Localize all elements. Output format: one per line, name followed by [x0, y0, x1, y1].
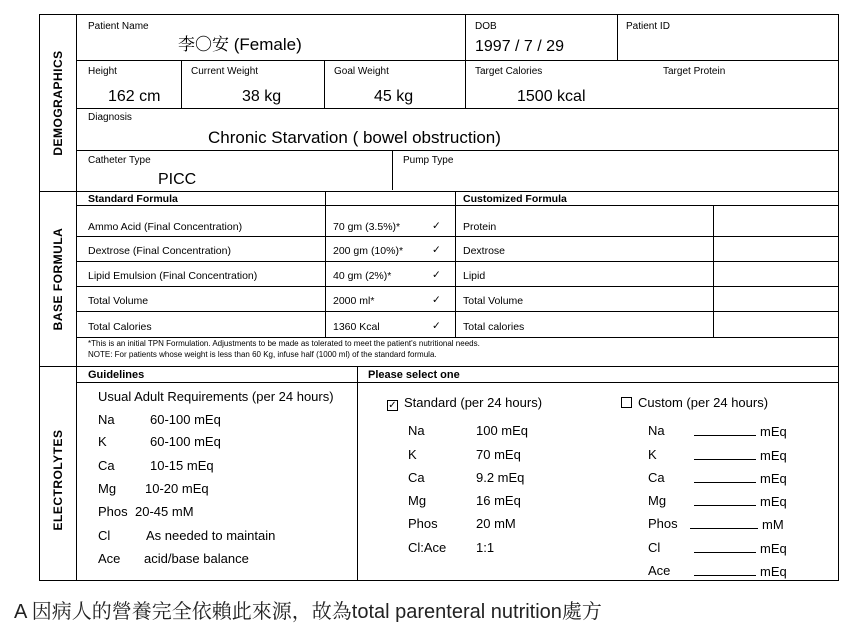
target-calories-value: 1500 kcal — [517, 88, 586, 105]
patient-name-value: 李〇安 (Female) — [178, 35, 302, 54]
standard-electrolyte-value: 100 mEq — [476, 423, 529, 438]
usual-requirements-title: Usual Adult Requirements (per 24 hours) — [98, 389, 334, 404]
footer-note: A 因病人的營養完全依賴此來源，故為total parenteral nutrition處方 — [14, 601, 602, 623]
standard-electrolyte-name: Ca — [408, 470, 425, 485]
custom-row-label: Dextrose — [463, 245, 506, 257]
guideline-name: K — [98, 434, 107, 449]
check-mark: ✓ — [432, 244, 441, 256]
custom-row-label: Total Volume — [463, 295, 524, 307]
guideline-name: Mg — [98, 481, 117, 496]
guideline-name: Na — [98, 412, 115, 427]
formula-note: *This is an initial TPN Formulation. Adjustments to be made as tolerated to meet the patient's nutritional needs. — [88, 339, 480, 348]
formula-row-label: Dextrose (Final Concentration) — [88, 245, 231, 257]
tpn-order-form: DEMOGRAPHICS BASE FORMULA ELECTROLYTES Patient Name 李〇安 (Female) DOB 1997 / 7 / 29 Patient ID Height 162 cm Current Weight 38 kg Goal Weight 45 kg Target Calories 1500 kcal Target Protein Diagnosis Chronic Starvation ( bowel obstruction) Catheter Type PICC Pump Type Standard Formula Customized Formula Ammo Acid (Final Concentration) 70 gm (3.5%)* ✓ Protein Dextrose (Final Concentration) 200 gm (10%)* ✓ Dextrose Lipid Emulsion (Final Concentration) 40 gm (2%)* ✓ Lipid Total Volume 2000 ml* ✓ Total Volume Total Calories 1360 Kcal ✓ Total calories *This is an initial TPN Formulation. Adjustments to be made as tolerated to meet the patient's nutritional needs. NOTE: For patients whose weight is less than 60 Kg, infuse half (1000 ml) of the standard formula. Guidelines Please select one Usual Adult Requirements (per 24 hours) Na 60-100 mEq K 60-100 mEq Ca 10-15 mEq Mg 10-20 mEq Phos 20-45 mM Cl As needed to maintain Ace acid/base balance ✓ Standard (per 24 hours) Na 100 mEq K 70 mEq Ca 9.2 mEq Mg 16 mEq Phos 20 mM Cl:Ace 1:1 Custom (per 24 hours) Na mEq K mEq Ca mEq Mg mEq Phos mM Cl mEq Ace mEq — [39, 14, 839, 581]
custom-electrolyte-field[interactable] — [692, 540, 787, 557]
custom-electrolyte-field[interactable] — [688, 516, 784, 533]
check-mark: ✓ — [432, 320, 441, 332]
custom-row-label: Lipid — [463, 270, 486, 282]
grid-line — [465, 60, 466, 108]
standard-electrolyte-value: 9.2 mEq — [476, 470, 525, 485]
standard-formula-header: Standard Formula — [88, 193, 178, 205]
formula-row-value: 70 gm (3.5%)* — [333, 221, 401, 233]
patient-name-label: Patient Name — [88, 21, 149, 32]
standard-electrolyte-value: 16 mEq — [476, 493, 521, 508]
select-one-header: Please select one — [368, 369, 460, 381]
grid-line — [76, 286, 838, 287]
guidelines-header: Guidelines — [88, 369, 145, 381]
target-protein-label: Target Protein — [663, 66, 726, 77]
standard-electrolyte-name: Phos — [408, 516, 438, 531]
custom-electrolyte-field[interactable] — [692, 470, 787, 487]
custom-electrolyte-field[interactable] — [692, 447, 787, 464]
formula-row-label: Total Volume — [88, 295, 149, 307]
catheter-type-label: Catheter Type — [88, 155, 151, 166]
customized-formula-header: Customized Formula — [463, 193, 567, 205]
grid-line — [76, 311, 838, 312]
grid-line — [617, 15, 618, 60]
standard-electrolyte-name: K — [408, 447, 417, 462]
guideline-name: Ace — [98, 551, 121, 566]
custom-electrolyte-field[interactable] — [692, 423, 787, 440]
current-weight-value: 38 kg — [242, 88, 282, 105]
standard-electrolyte-name: Mg — [408, 493, 427, 508]
grid-line — [76, 337, 838, 338]
formula-note: NOTE: For patients whose weight is less than 60 Kg, infuse half (1000 ml) of the standard formula. — [88, 350, 437, 359]
height-value: 162 cm — [108, 88, 161, 105]
standard-electrolyte-value: 1:1 — [476, 540, 495, 555]
pump-type-label: Pump Type — [403, 155, 454, 166]
custom-electrolyte-name: Na — [648, 423, 665, 438]
custom-electrolyte-unit: mEq — [760, 424, 787, 439]
custom-option-label: Custom (per 24 hours) — [638, 395, 769, 410]
grid-line — [455, 191, 456, 338]
custom-option[interactable] — [621, 395, 768, 411]
diagnosis-value: Chronic Starvation ( bowel obstruction) — [208, 128, 501, 147]
standard-option-label: Standard (per 24 hours) — [404, 395, 543, 410]
formula-row-value: 200 gm (10%)* — [333, 245, 404, 257]
custom-row-label: Protein — [463, 221, 497, 233]
guideline-value: 10-20 mEq — [145, 481, 209, 496]
guideline-value: 20-45 mM — [135, 504, 194, 519]
grid-line — [465, 15, 466, 60]
formula-row-label: Lipid Emulsion (Final Concentration) — [88, 270, 258, 282]
custom-electrolyte-name: Phos — [648, 516, 678, 531]
goal-weight-value: 45 kg — [374, 88, 414, 105]
custom-electrolyte-name: K — [648, 447, 657, 462]
custom-electrolyte-name: Ace — [648, 563, 671, 578]
formula-row-value: 40 gm (2%)* — [333, 270, 392, 282]
guideline-name: Phos — [98, 504, 128, 519]
grid-line — [76, 150, 838, 151]
formula-row-label: Total Calories — [88, 321, 152, 333]
check-mark: ✓ — [432, 220, 441, 232]
standard-electrolyte-name: Na — [408, 423, 425, 438]
custom-electrolyte-unit: mEq — [760, 541, 787, 556]
current-weight-label: Current Weight — [191, 66, 259, 77]
target-calories-label: Target Calories — [475, 66, 543, 77]
grid-line — [76, 205, 838, 206]
grid-line — [76, 60, 838, 61]
formula-row-value: 1360 Kcal — [333, 321, 380, 333]
custom-electrolyte-field[interactable] — [692, 563, 787, 580]
grid-line — [76, 382, 838, 383]
standard-option[interactable] — [387, 395, 542, 411]
guideline-value: 60-100 mEq — [150, 434, 221, 449]
patient-id-label: Patient ID — [626, 21, 670, 32]
check-mark: ✓ — [432, 294, 441, 306]
guideline-name: Cl — [98, 528, 111, 543]
custom-electrolyte-unit: mM — [762, 517, 784, 532]
guideline-value: 10-15 mEq — [150, 458, 214, 473]
custom-row-label: Total calories — [463, 321, 525, 333]
custom-electrolyte-unit: mEq — [760, 564, 787, 579]
diagnosis-label: Diagnosis — [88, 112, 132, 123]
standard-checkbox[interactable]: ✓ — [388, 400, 397, 411]
custom-electrolyte-field[interactable] — [692, 493, 787, 510]
custom-checkbox[interactable] — [621, 397, 632, 408]
grid-line — [76, 108, 838, 109]
grid-line — [713, 205, 714, 338]
grid-line — [76, 261, 838, 262]
grid-line — [324, 60, 325, 108]
guideline-value: acid/base balance — [144, 551, 249, 566]
section-label-divider — [76, 15, 77, 580]
standard-electrolyte-name: Cl:Ace — [408, 540, 447, 555]
catheter-type-value: PICC — [158, 171, 197, 188]
guideline-value: As needed to maintain — [146, 528, 276, 543]
goal-weight-label: Goal Weight — [334, 66, 389, 77]
grid-line — [357, 366, 358, 580]
standard-electrolyte-value: 20 mM — [476, 516, 516, 531]
check-mark: ✓ — [432, 269, 441, 281]
guideline-value: 60-100 mEq — [150, 412, 221, 427]
dob-label: DOB — [475, 21, 497, 32]
custom-electrolyte-unit: mEq — [760, 494, 787, 509]
grid-line — [392, 150, 393, 190]
standard-electrolyte-value: 70 mEq — [476, 447, 521, 462]
formula-row-label: Ammo Acid (Final Concentration) — [88, 221, 243, 233]
grid-line — [325, 191, 326, 338]
formula-row-value: 2000 ml* — [333, 295, 375, 307]
grid-line — [181, 60, 182, 108]
custom-electrolyte-name: Mg — [648, 493, 667, 508]
custom-electrolyte-unit: mEq — [760, 448, 787, 463]
height-label: Height — [88, 66, 117, 77]
guideline-name: Ca — [98, 458, 115, 473]
custom-electrolyte-unit: mEq — [760, 471, 787, 486]
grid-line — [76, 236, 838, 237]
custom-electrolyte-name: Cl — [648, 540, 661, 555]
custom-electrolyte-name: Ca — [648, 470, 665, 485]
section-divider — [40, 366, 838, 367]
section-divider — [40, 191, 838, 192]
dob-value: 1997 / 7 / 29 — [475, 38, 564, 55]
